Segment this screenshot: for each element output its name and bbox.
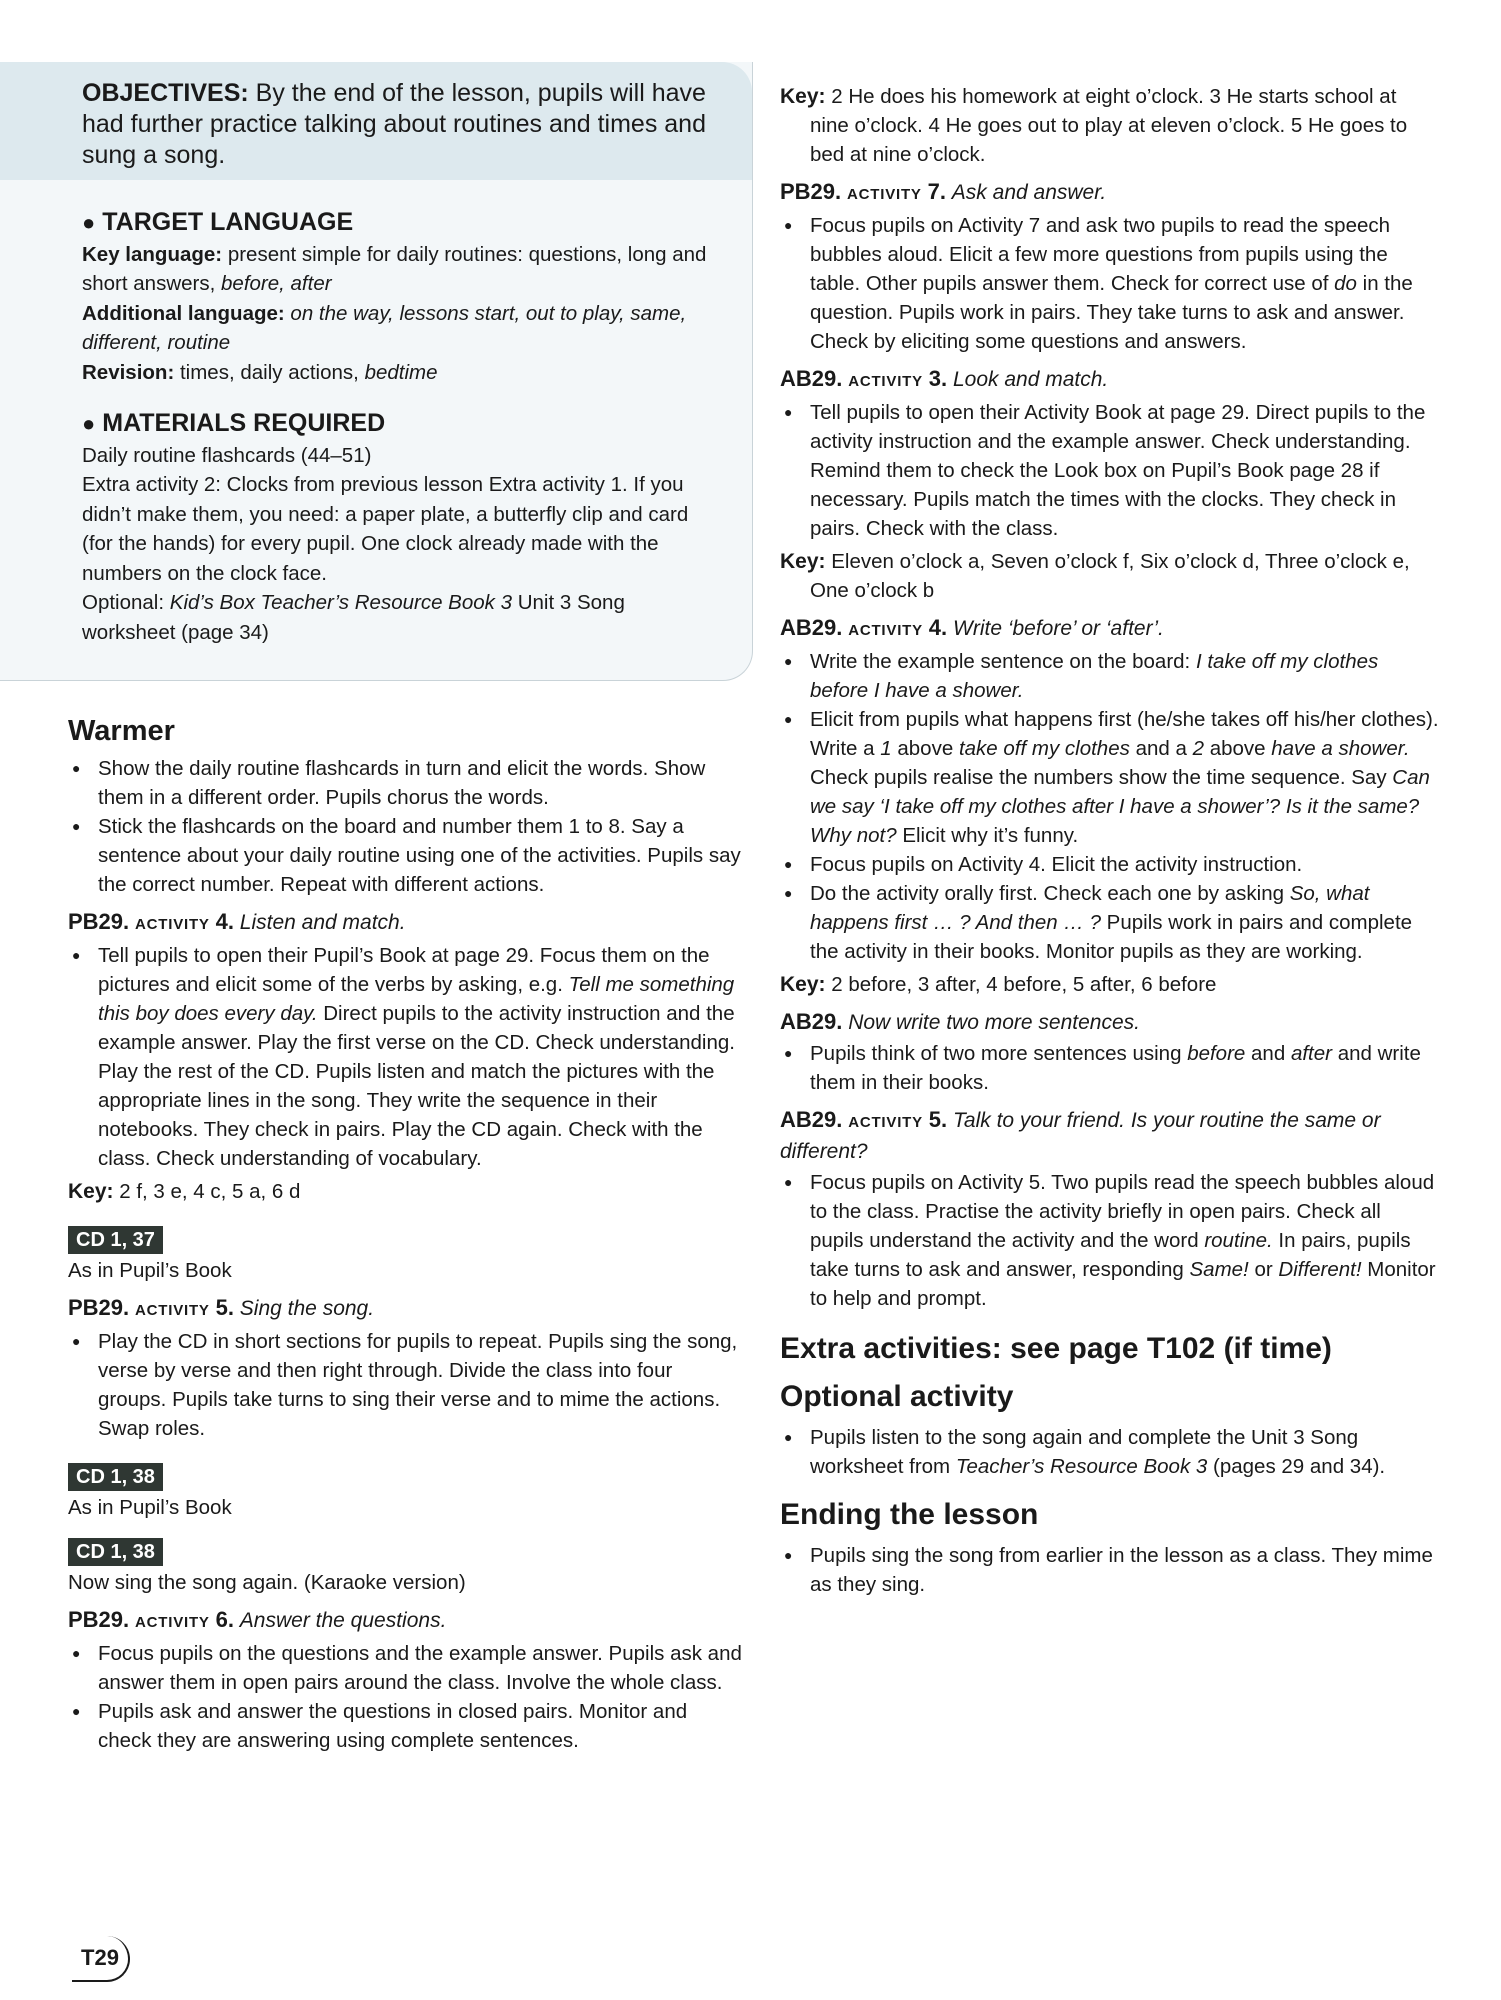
cd-track-badge: CD 1, 38: [68, 1463, 163, 1491]
pb-activity-6-heading: PB29. ACTIVITY 6. Answer the questions.: [68, 1607, 447, 1632]
list-item: ● Elicit from pupils what happens first (he/she takes off his/her clothes). Write a 1 above take off my clothes and a 2 above have a shower. Check pupils realise the numbers show the time sequence. Say Can we say ‘I take off my clothes after I have a shower’? Is it the same? Why not? Elicit why it’s funny.: [780, 705, 1440, 850]
list-item: ● Focus pupils on Activity 4. Elicit the activity instruction.: [780, 850, 1440, 879]
cd-track-badge: CD 1, 38: [68, 1538, 163, 1566]
optional-activity-list: [780, 1423, 1440, 1481]
ab-more-sentences-heading: AB29. Now write two more sentences.: [780, 1009, 1140, 1034]
objectives-text: By the end of the lesson, pupils will have had further practice talking about routines and times and sung a song.: [82, 79, 706, 169]
cd-note: As in Pupil’s Book: [68, 1496, 232, 1519]
revision: Revision: times, daily actions, bedtime: [82, 360, 438, 384]
list-item: ● Pupils listen to the song again and complete the Unit 3 Song worksheet from Teacher’s Resource Book 3 (pages 29 and 34).: [780, 1423, 1440, 1481]
materials-line1: Daily routine flashcards (44–51): [82, 443, 372, 467]
list-item: ● Pupils sing the song from earlier in the lesson as a class. They mime as they sing.: [780, 1541, 1440, 1599]
list-item: ● Tell pupils to open their Pupil’s Book at page 29. Focus them on the pictures and elicit some of the verbs by asking, e.g. Tell me something this boy does every day. Direct pupils to the activity instruction and the example answer. Play the first verse on the CD. Check understanding. Play the rest of the CD. Pupils listen and match the pictures with the appropriate lines in the song. They write the sequence in their notebooks. They check in pairs. Play the CD again. Check with the class. Check understanding of vocabulary.: [68, 941, 744, 1173]
list-item: ● Write the example sentence on the board: I take off my clothes before I have a shower.: [780, 647, 1440, 705]
key-language: Key language: present simple for daily routines: questions, long and short answers, before, after: [82, 242, 707, 295]
objectives-label: OBJECTIVES:: [82, 79, 249, 107]
warmer-list: [68, 754, 744, 899]
list-item: ● Pupils ask and answer the questions in closed pairs. Monitor and check they are answering using complete sentences.: [68, 1697, 744, 1755]
pb-activity-6-list: [68, 1639, 744, 1755]
page-number: T29: [72, 1936, 130, 1982]
ab-activity-5-list: [780, 1168, 1440, 1313]
ab-activity-4-heading: AB29. ACTIVITY 4. Write ‘before’ or ‘after’.: [780, 615, 1164, 640]
cd-note: As in Pupil’s Book: [68, 1259, 232, 1282]
pb-activity-7-heading: PB29. ACTIVITY 7. Ask and answer.: [780, 179, 1107, 204]
list-item: ● Focus pupils on Activity 7 and ask two pupils to read the speech bubbles aloud. Elicit a few more questions from pupils using the table. Other pupils answer them. Check for correct use of do in the question. Pupils work in pairs. They take turns to ask and answer. Check by eliciting some questions and answers.: [780, 211, 1440, 356]
list-item: ● Stick the flashcards on the board and number them 1 to 8. Say a sentence about your daily routine using one of the activities. Pupils say the correct number. Repeat with different actions.: [68, 812, 744, 899]
ending-list: [780, 1541, 1440, 1599]
additional-language: Additional language: on the way, lessons start, out to play, same, different, routine: [82, 301, 687, 354]
ending-heading: Ending the lesson: [780, 1498, 1039, 1531]
cd-note: Now sing the song again. (Karaoke version): [68, 1571, 466, 1594]
left-column: [68, 712, 744, 1759]
ab-activity-4-key: Key: 2 before, 3 after, 4 before, 5 after, 6 before: [780, 973, 1217, 996]
pb-activity-4-list: [68, 941, 744, 1173]
list-item: ● Play the CD in short sections for pupils to repeat. Pupils sing the song, verse by verse and then right through. Divide the class into four groups. Pupils take turns to sing their verse and to mime the actions. Swap roles.: [68, 1327, 744, 1443]
ab-activity-3-list: [780, 398, 1440, 543]
list-item: ● Pupils think of two more sentences using before and after and write them in their books.: [780, 1039, 1440, 1097]
list-item: ● Show the daily routine flashcards in turn and elicit the words. Show them in a different order. Pupils chorus the words.: [68, 754, 744, 812]
pb-activity-5-list: [68, 1327, 744, 1443]
target-language-heading: ● TARGET LANGUAGE: [82, 208, 354, 236]
ab-activity-3-key: Key: Eleven o’clock a, Seven o’clock f, Six o’clock d, Three o’clock e, One o’clock b: [780, 550, 1410, 602]
objectives-details: [82, 200, 722, 647]
list-item: ● Tell pupils to open their Activity Book at page 29. Direct pupils to the activity instruction and the example answer. Check understanding. Remind them to check the Look box on Pupil’s Book page 28 if necessary. Pupils match the times with the clocks. They check in pairs. Check with the class.: [780, 398, 1440, 543]
list-item: ● Focus pupils on Activity 5. Two pupils read the speech bubbles aloud to the class. Practise the activity briefly in open pairs. Check all pupils understand the activity and the word routine. In pairs, pupils take turns to ask and answer, responding Same! or Different! Monitor to help and prompt.: [780, 1168, 1440, 1313]
extra-activities-heading: Extra activities: see page T102 (if time): [780, 1332, 1332, 1365]
warmer-heading: Warmer: [68, 715, 175, 747]
materials-line2: Extra activity 2: Clocks from previous lesson Extra activity 1. If you didn’t make them, you need: a paper plate, a butterfly clip and card (for the hands) for every pupil. One clock already made with the numbers on the clock face.: [82, 473, 689, 585]
materials-heading: ● MATERIALS REQUIRED: [82, 409, 386, 437]
ab-more-sentences-list: [780, 1039, 1440, 1097]
pb-activity-5-heading: PB29. ACTIVITY 5. Sing the song.: [68, 1295, 375, 1320]
ab-activity-3-heading: AB29. ACTIVITY 3. Look and match.: [780, 366, 1109, 391]
pb-activity-6-key: Key: 2 He does his homework at eight o’clock. 3 He starts school at nine o’clock. 4 He goes out to play at eleven o’clock. 5 He goes to bed at nine o’clock.: [780, 85, 1408, 166]
right-column: [780, 80, 1440, 1603]
materials-line3: Optional: Kid’s Box Teacher’s Resource Book 3 Unit 3 Song worksheet (page 34): [82, 591, 625, 644]
list-item: ● Do the activity orally first. Check each one by asking So, what happens first … ? And then … ? Pupils work in pairs and complete the activity in their books. Monitor pupils as they are working.: [780, 879, 1440, 966]
pb-activity-7-list: [780, 211, 1440, 356]
objectives: [82, 78, 722, 171]
cd-track-badge: CD 1, 37: [68, 1226, 163, 1254]
optional-activity-heading: Optional activity: [780, 1380, 1014, 1413]
ab-activity-5-heading: AB29. ACTIVITY 5. Talk to your friend. Is your routine the same or different?: [780, 1107, 1381, 1163]
ab-activity-4-list: [780, 647, 1440, 966]
list-item: ● Focus pupils on the questions and the example answer. Pupils ask and answer them in open pairs around the class. Involve the whole class.: [68, 1639, 744, 1697]
pb-activity-4-key: Key: 2 f, 3 e, 4 c, 5 a, 6 d: [68, 1180, 301, 1203]
pb-activity-4-heading: PB29. ACTIVITY 4. Listen and match.: [68, 909, 406, 934]
